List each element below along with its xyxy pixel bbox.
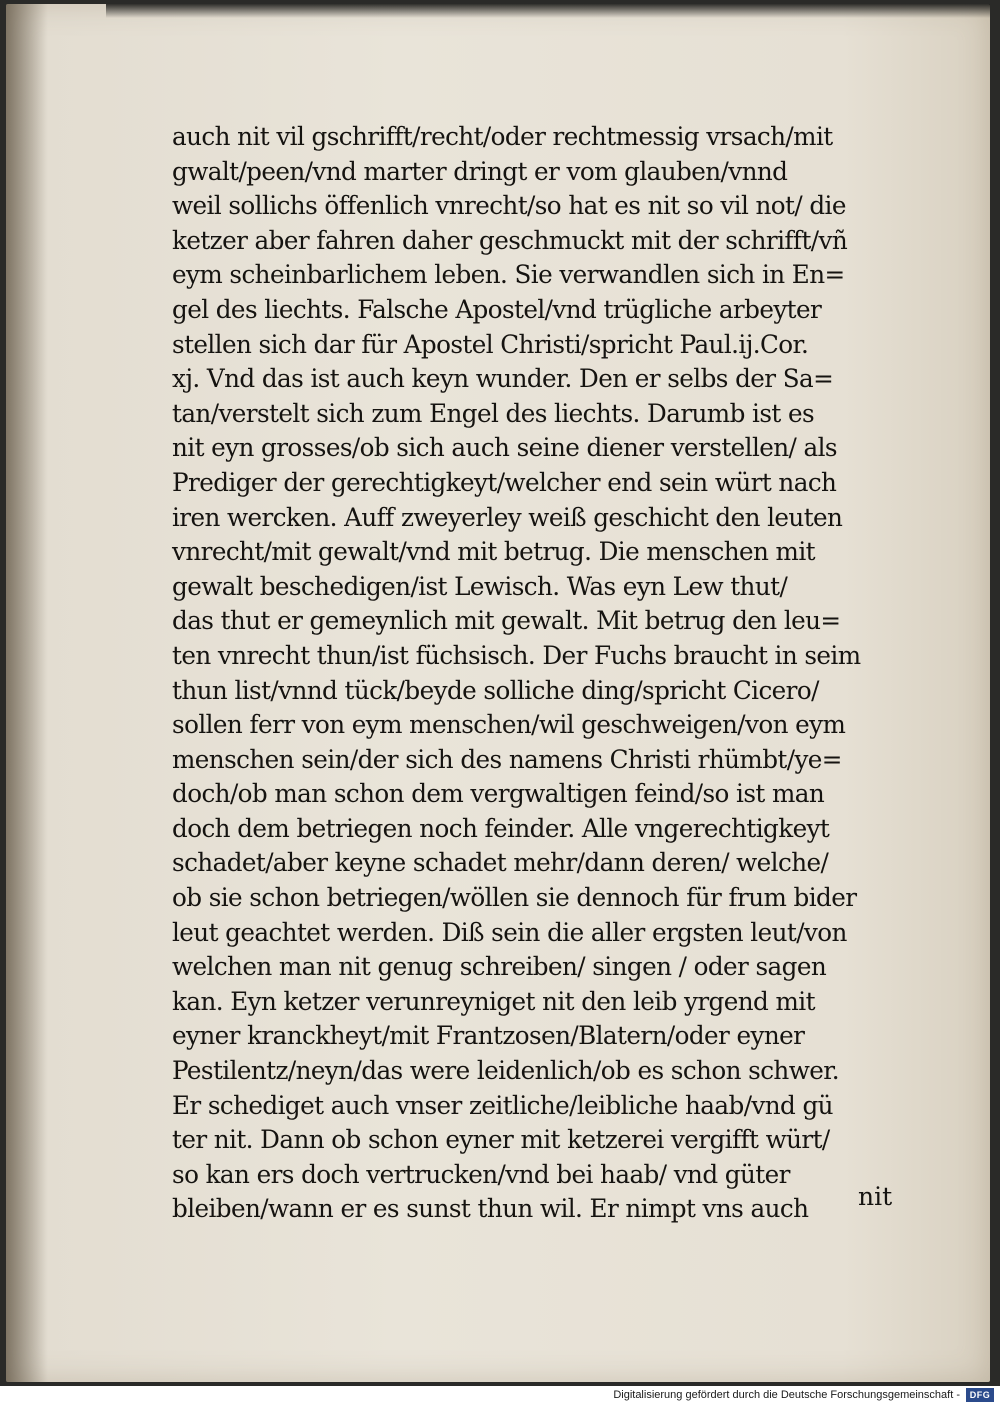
text-line: bleiben/wann er es sunst thun wil. Er nimpt vns auch [172, 1194, 809, 1224]
text-line: menschen sein/der sich des namens Christi rhümbt/ye= [172, 744, 842, 774]
text-line: ketzer aber fahren daher geschmuckt mit der schrifft/vñ [172, 225, 848, 255]
text-line: nit eyn grosses/ob sich auch seine diener verstellen/ als [172, 433, 837, 463]
text-line: vnrecht/mit gewalt/vnd mit betrug. Die menschen mit [172, 537, 815, 567]
text-line: Pestilentz/neyn/das were leidenlich/ob es schon schwer. [172, 1056, 839, 1086]
text-line: so kan ers doch vertrucken/vnd bei haab/ vnd güter [172, 1159, 790, 1189]
text-line: Prediger der gerechtigkeyt/welcher end sein würt nach [172, 467, 837, 497]
text-block [172, 120, 912, 1227]
text-line: eym scheinbarlichem leben. Sie verwandlen sich in En= [172, 260, 845, 290]
dfg-logo: DFG [966, 1388, 994, 1402]
text-line: iren wercken. Auff zweyerley weiß geschicht den leuten [172, 502, 843, 532]
text-line: eyner kranckheyt/mit Frantzosen/Blatern/oder eyner [172, 1021, 805, 1051]
text-line: gwalt/peen/vnd marter dringt er vom glauben/vnnd [172, 156, 788, 186]
text-line: stellen sich dar für Apostel Christi/spricht Paul.ij.Cor. [172, 329, 809, 359]
text-line: auch nit vil gschrifft/recht/oder rechtmessig vrsach/mit [172, 122, 833, 151]
text-line: ob sie schon betriegen/wöllen sie dennoch für frum bider [172, 883, 857, 913]
page-top-edge [106, 4, 990, 18]
text-line: doch dem betriegen noch feinder. Alle vngerechtigkeyt [172, 813, 830, 843]
binding-shadow [6, 4, 48, 1382]
text-line: leut geachtet werden. Diß sein die aller ergsten leut/von [172, 917, 847, 947]
text-line: kan. Eyn ketzer verunreyniget nit den leib yrgend mit [172, 986, 815, 1016]
text-line: sollen ferr von eym menschen/wil geschweigen/von eym [172, 710, 846, 740]
text-line: ter nit. Dann ob schon eyner mit ketzerei vergifft würt/ [172, 1125, 830, 1155]
text-line: thun list/vnnd tück/beyde solliche ding/spricht Cicero/ [172, 675, 819, 705]
footer-bar [0, 1386, 1000, 1405]
text-line: xj. Vnd das ist auch keyn wunder. Den er selbs der Sa= [172, 364, 834, 394]
text-line: gel des liechts. Falsche Apostel/vnd trügliche arbeyter [172, 294, 822, 324]
funding-credit: Digitalisierung gefördert durch die Deutsche Forschungsgemeinschaft - [613, 1389, 960, 1401]
text-line: ten vnrecht thun/ist füchsisch. Der Fuchs braucht in seim [172, 640, 861, 670]
text-line: Er schediget auch vnser zeitliche/leibliche haab/vnd gü [172, 1090, 833, 1120]
text-line: doch/ob man schon dem vergwaltigen feind/so ist man [172, 779, 825, 809]
text-line: weil sollichs öffenlich vnrecht/so hat es nit so vil not/ die [172, 191, 846, 221]
text-line: tan/verstelt sich zum Engel des liechts. Darumb ist es [172, 398, 815, 428]
text-line: das thut er gemeynlich mit gewalt. Mit betrug den leu= [172, 606, 841, 636]
text-line: gewalt beschedigen/ist Lewisch. Was eyn Lew thut/ [172, 571, 788, 601]
catchword: nit [858, 1182, 893, 1211]
text-line: welchen man nit genug schreiben/ singen / oder sagen [172, 952, 827, 982]
text-line: schadet/aber keyne schadet mehr/dann deren/ welche/ [172, 848, 829, 878]
